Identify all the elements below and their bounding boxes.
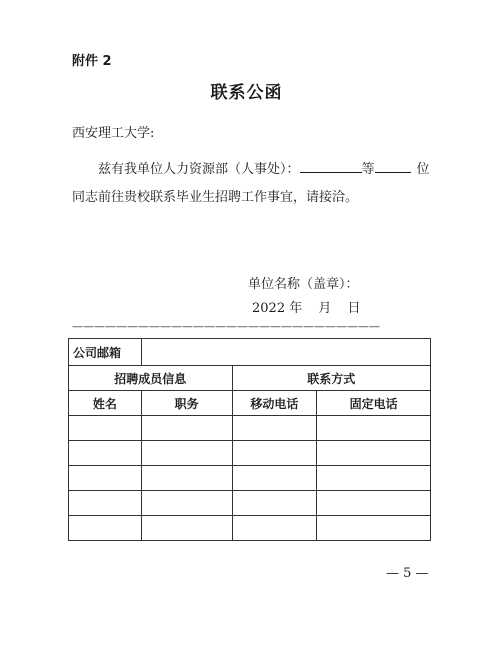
date-month: 月 xyxy=(318,301,332,316)
group-header-contact: 联系方式 xyxy=(232,366,430,391)
blank-department[interactable] xyxy=(300,160,362,173)
cell-landline[interactable] xyxy=(317,491,431,516)
group-header-row xyxy=(69,366,431,391)
cell-landline[interactable] xyxy=(317,466,431,491)
date-year: 2022 年 xyxy=(252,301,303,316)
body-line-1-prefix: 兹有我单位人力资源部（人事处）： xyxy=(98,162,300,177)
cell-mobile[interactable] xyxy=(232,516,317,541)
cell-name[interactable] xyxy=(69,516,142,541)
cell-title[interactable] xyxy=(141,491,232,516)
email-row xyxy=(69,339,431,366)
recipient: 西安理工大学: xyxy=(72,126,155,141)
cell-name[interactable] xyxy=(69,466,142,491)
group-header-members: 招聘成员信息 xyxy=(69,366,233,391)
cell-name[interactable] xyxy=(69,416,142,441)
cell-landline[interactable] xyxy=(317,441,431,466)
body-line-1-suffix: 位 xyxy=(416,162,430,177)
col-header-title: 职务 xyxy=(141,391,232,416)
email-label: 公司邮箱 xyxy=(69,339,142,366)
blank-count[interactable] xyxy=(375,160,411,173)
col-header-name: 姓名 xyxy=(69,391,142,416)
table-row xyxy=(69,441,431,466)
cell-landline[interactable] xyxy=(317,516,431,541)
email-value-cell[interactable] xyxy=(141,339,430,366)
column-header-row xyxy=(69,391,431,416)
col-header-mobile: 移动电话 xyxy=(232,391,317,416)
cell-name[interactable] xyxy=(69,441,142,466)
cell-title[interactable] xyxy=(141,466,232,491)
cell-landline[interactable] xyxy=(317,416,431,441)
table-row xyxy=(69,416,431,441)
date-line xyxy=(252,297,365,316)
body-line-1 xyxy=(98,158,430,177)
table-row xyxy=(69,466,431,491)
unit-name-label: 单位名称（盖章）： xyxy=(248,277,359,292)
table-row xyxy=(69,516,431,541)
col-header-landline: 固定电话 xyxy=(317,391,431,416)
page-number: — 5 — xyxy=(386,566,429,581)
cell-mobile[interactable] xyxy=(232,416,317,441)
cell-title[interactable] xyxy=(141,516,232,541)
cell-mobile[interactable] xyxy=(232,441,317,466)
attachment-label: 附件 2 xyxy=(72,54,112,69)
cell-title[interactable] xyxy=(141,441,232,466)
body-line-2: 同志前往贵校联系毕业生招聘工作事宜，请接洽。 xyxy=(72,190,359,205)
date-day: 日 xyxy=(347,301,361,316)
body-line-1-mid: 等 xyxy=(361,162,375,177)
cell-name[interactable] xyxy=(69,491,142,516)
cell-mobile[interactable] xyxy=(232,466,317,491)
cell-title[interactable] xyxy=(141,416,232,441)
document-title: 联系公函 xyxy=(210,83,283,103)
table-row xyxy=(69,491,431,516)
contact-table xyxy=(68,338,431,541)
cut-separator: ———————————————————————————— xyxy=(72,320,380,333)
cell-mobile[interactable] xyxy=(232,491,317,516)
